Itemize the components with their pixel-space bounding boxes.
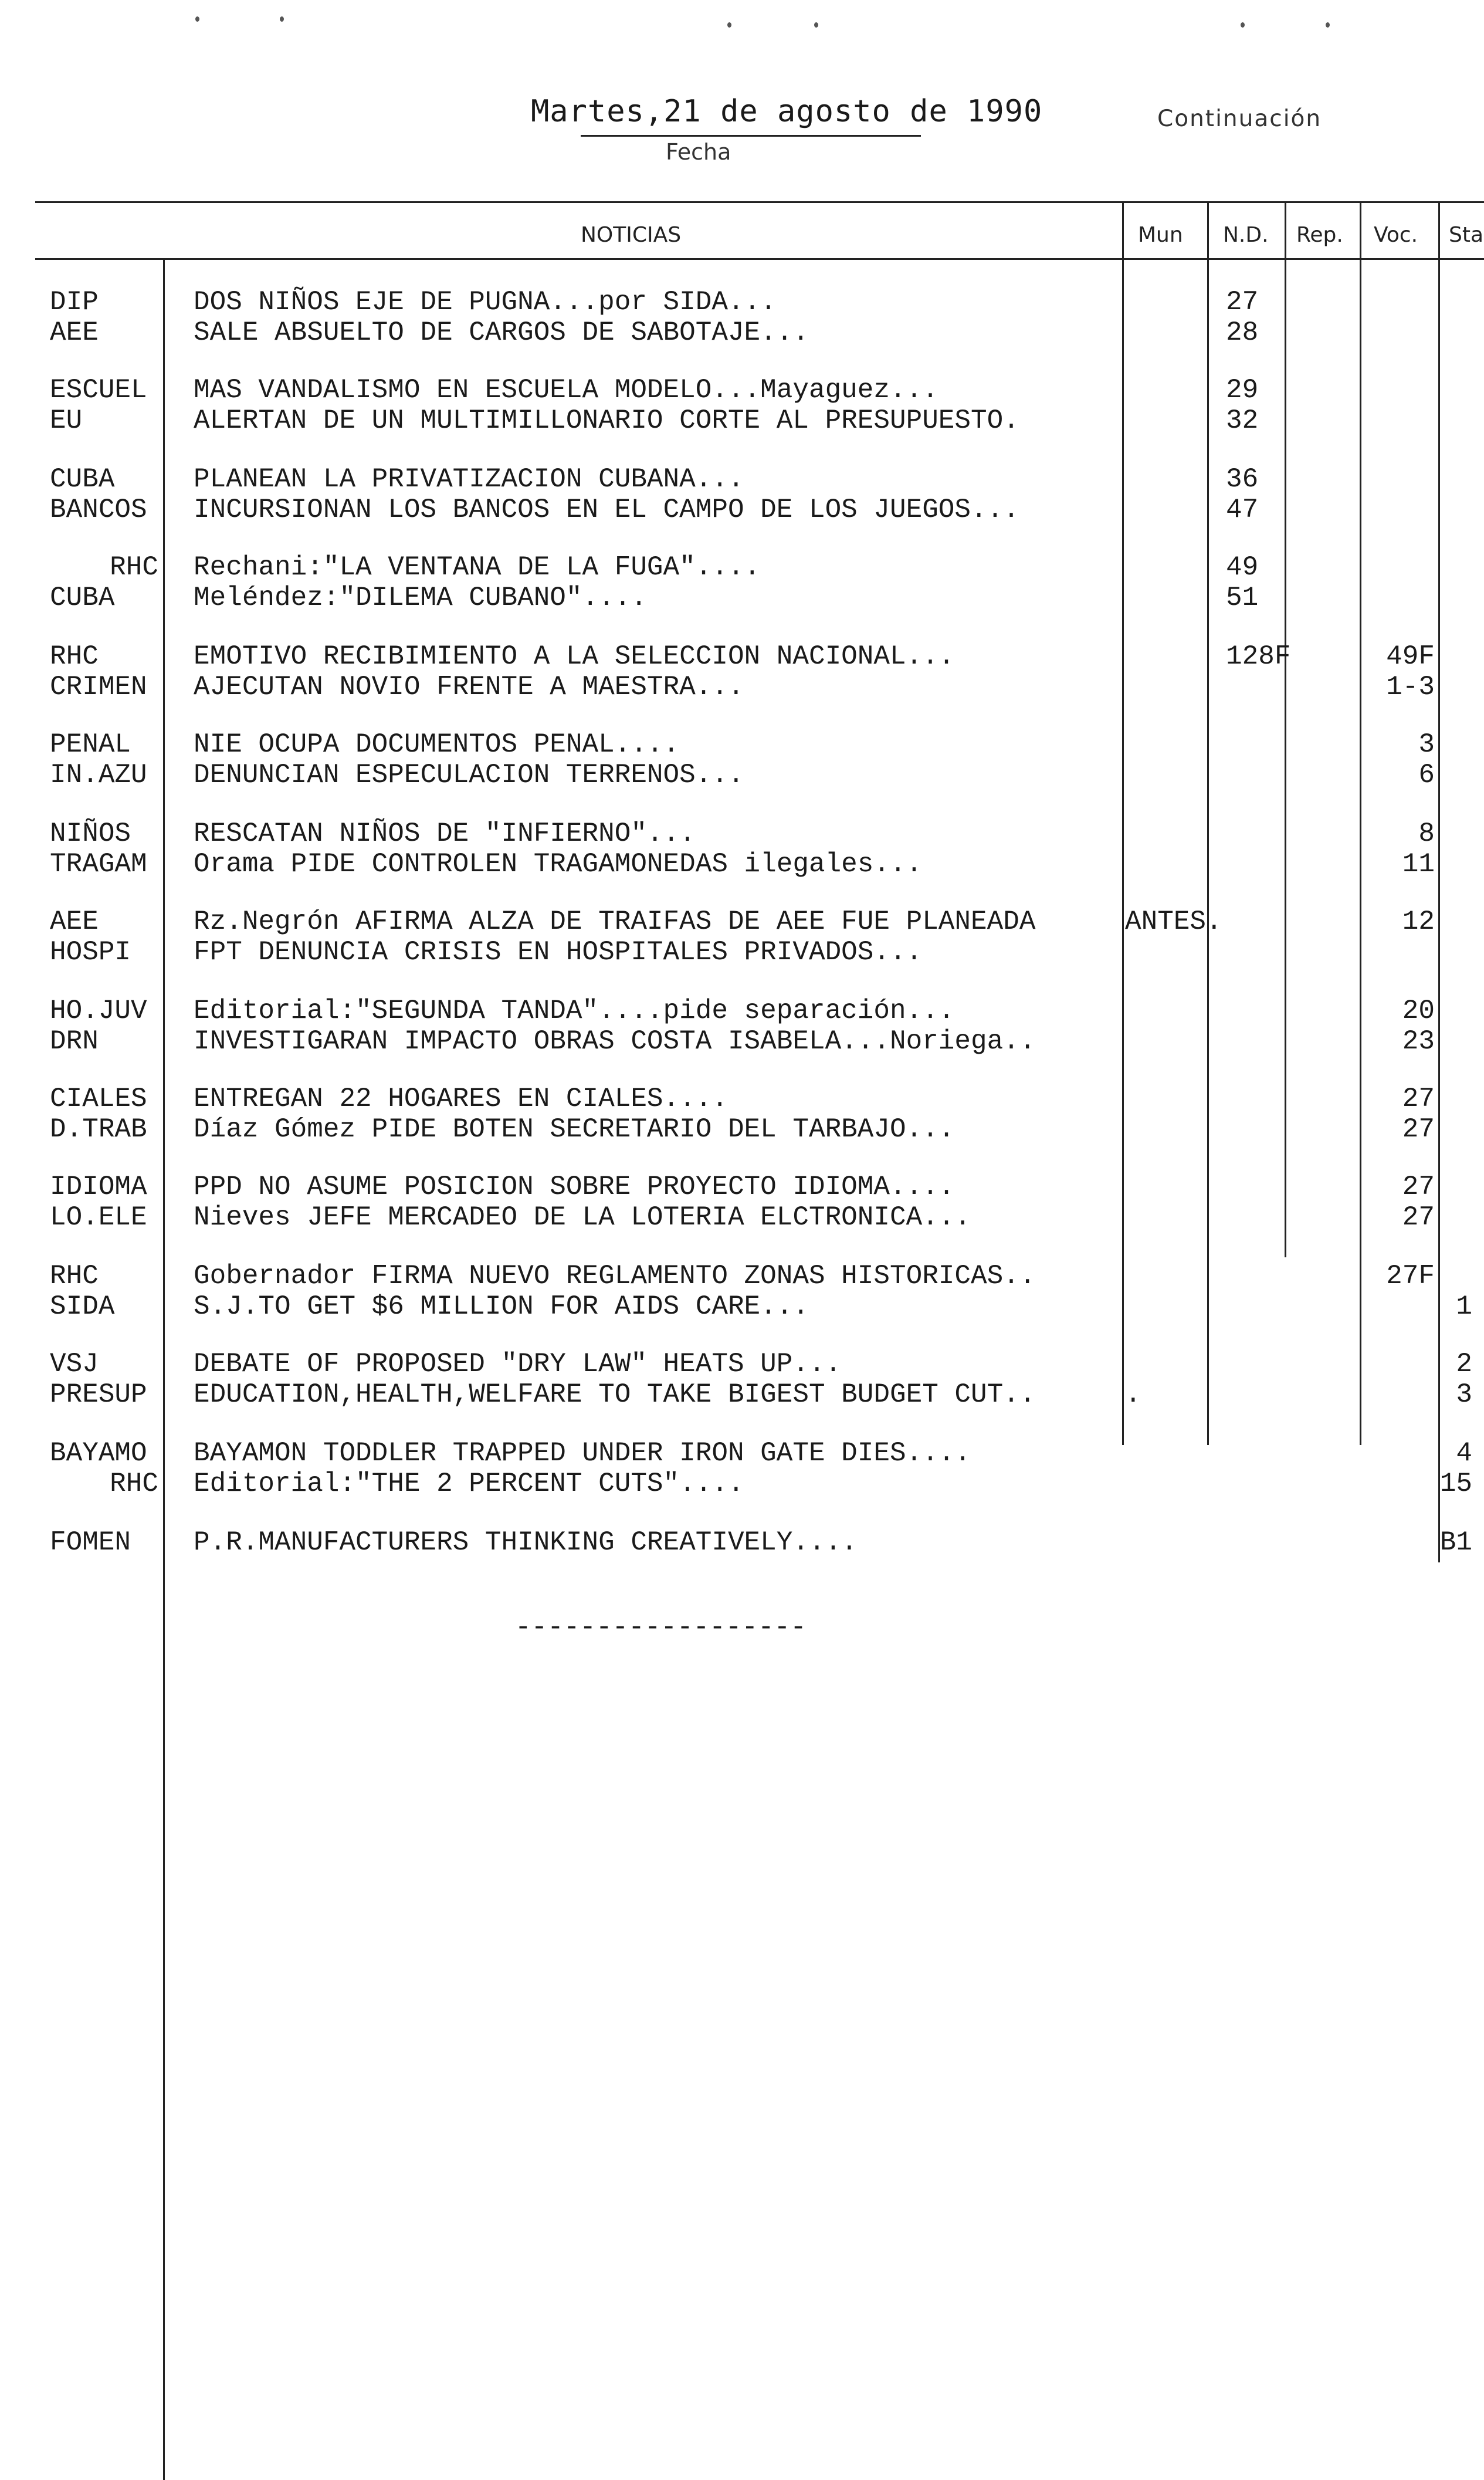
row-headline: Rechani:"LA VENTANA DE LA FUGA".... bbox=[194, 552, 761, 583]
row-voc-value: 27 bbox=[1402, 1202, 1435, 1233]
row-topic: FOMEN bbox=[50, 1527, 131, 1558]
row-headline: S.J.TO GET $6 MILLION FOR AIDS CARE... bbox=[194, 1291, 809, 1322]
row-sta-value: 15 bbox=[1439, 1469, 1472, 1499]
date-underline bbox=[581, 135, 921, 137]
scan-speck bbox=[280, 16, 284, 22]
column-divider-mun bbox=[1122, 201, 1124, 1445]
column-header-voc: Voc. bbox=[1374, 223, 1418, 247]
row-headline: INCURSIONAN LOS BANCOS EN EL CAMPO DE LOS JUEGOS... bbox=[194, 495, 1019, 525]
row-nd-value: 49 bbox=[1226, 552, 1259, 583]
column-divider-sta bbox=[1438, 201, 1440, 1562]
row-voc-value: 11 bbox=[1402, 849, 1435, 879]
row-topic: BAYAMO bbox=[50, 1438, 147, 1469]
row-topic: PRESUP bbox=[50, 1379, 147, 1410]
row-topic: RHC bbox=[50, 641, 99, 672]
row-topic: LO.ELE bbox=[50, 1202, 147, 1233]
row-headline: DEBATE OF PROPOSED "DRY LAW" HEATS UP... bbox=[194, 1349, 842, 1379]
row-topic: D.TRAB bbox=[50, 1114, 147, 1145]
row-voc-value: 20 bbox=[1402, 996, 1435, 1026]
column-divider-nd bbox=[1207, 201, 1209, 1445]
row-mun-value: . bbox=[1125, 1379, 1141, 1410]
row-voc-value: 12 bbox=[1402, 906, 1435, 937]
row-headline: MAS VANDALISMO EN ESCUELA MODELO...Mayaguez... bbox=[194, 375, 938, 405]
row-sta-value: 1 bbox=[1456, 1291, 1472, 1322]
row-nd-value: 51 bbox=[1226, 583, 1259, 613]
row-headline: DOS NIÑOS EJE DE PUGNA...por SIDA... bbox=[194, 287, 777, 317]
row-topic: CUBA bbox=[50, 464, 115, 495]
scan-speck bbox=[1326, 22, 1330, 28]
row-headline: SALE ABSUELTO DE CARGOS DE SABOTAJE... bbox=[194, 317, 809, 348]
row-voc-value: 6 bbox=[1418, 760, 1435, 790]
row-topic: PENAL bbox=[50, 729, 131, 760]
row-topic: RHC bbox=[110, 1469, 158, 1499]
row-headline: Editorial:"SEGUNDA TANDA"....pide separación... bbox=[194, 996, 955, 1026]
table-top-rule bbox=[35, 201, 1484, 203]
row-topic: VSJ bbox=[50, 1349, 99, 1379]
row-headline: ALERTAN DE UN MULTIMILLONARIO CORTE AL PRESUPUESTO. bbox=[194, 405, 1019, 436]
column-header-rep: Rep. bbox=[1296, 223, 1343, 247]
row-topic: RHC bbox=[50, 1261, 99, 1291]
column-divider-rep bbox=[1285, 201, 1286, 1257]
row-headline: AJECUTAN NOVIO FRENTE A MAESTRA... bbox=[194, 672, 744, 702]
row-voc-value: 23 bbox=[1402, 1026, 1435, 1057]
row-topic: SIDA bbox=[50, 1291, 115, 1322]
row-topic: ESCUEL bbox=[50, 375, 147, 405]
row-nd-value: 27 bbox=[1226, 287, 1259, 317]
row-headline: Rz.Negrón AFIRMA ALZA DE TRAIFAS DE AEE FUE PLANEADA bbox=[194, 906, 1036, 937]
row-headline: Orama PIDE CONTROLEN TRAGAMONEDAS ilegales... bbox=[194, 849, 923, 879]
row-topic: CUBA bbox=[50, 583, 115, 613]
row-topic: IDIOMA bbox=[50, 1172, 147, 1202]
continuation-label: Continuación bbox=[1157, 106, 1322, 132]
column-divider-voc bbox=[1360, 201, 1361, 1445]
row-sta-value: 4 bbox=[1456, 1438, 1472, 1469]
row-headline: NIE OCUPA DOCUMENTOS PENAL.... bbox=[194, 729, 680, 760]
row-voc-value: 8 bbox=[1418, 818, 1435, 849]
row-topic: DRN bbox=[50, 1026, 99, 1057]
row-voc-value: 49F bbox=[1386, 641, 1435, 672]
scan-speck bbox=[814, 22, 818, 28]
row-sta-value: 3 bbox=[1456, 1379, 1472, 1410]
row-headline: PLANEAN LA PRIVATIZACION CUBANA... bbox=[194, 464, 744, 495]
row-headline: ENTREGAN 22 HOGARES EN CIALES.... bbox=[194, 1084, 728, 1114]
row-nd-value: 128F bbox=[1226, 641, 1291, 672]
row-headline: INVESTIGARAN IMPACTO OBRAS COSTA ISABELA...Noriega.. bbox=[194, 1026, 1036, 1057]
row-headline: Gobernador FIRMA NUEVO REGLAMENTO ZONAS HISTORICAS.. bbox=[194, 1261, 1036, 1291]
row-headline: EMOTIVO RECIBIMIENTO A LA SELECCION NACIONAL... bbox=[194, 641, 955, 672]
row-sta-value: 2 bbox=[1456, 1349, 1472, 1379]
row-voc-value: 1-3 bbox=[1386, 672, 1435, 702]
row-headline: Nieves JEFE MERCADEO DE LA LOTERIA ELCTRONICA... bbox=[194, 1202, 971, 1233]
row-nd-value: 28 bbox=[1226, 317, 1259, 348]
column-header-noticias: NOTICIAS bbox=[581, 223, 682, 247]
row-voc-value: 3 bbox=[1418, 729, 1435, 760]
column-divider-topic bbox=[163, 258, 165, 2480]
row-topic: TRAGAM bbox=[50, 849, 147, 879]
row-nd-value: 47 bbox=[1226, 495, 1259, 525]
row-voc-value: 27 bbox=[1402, 1172, 1435, 1202]
row-headline: P.R.MANUFACTURERS THINKING CREATIVELY.... bbox=[194, 1527, 858, 1558]
row-nd-value: 36 bbox=[1226, 464, 1259, 495]
row-nd-value: 29 bbox=[1226, 375, 1259, 405]
row-voc-value: 27 bbox=[1402, 1084, 1435, 1114]
row-topic: EU bbox=[50, 405, 83, 436]
row-headline: RESCATAN NIÑOS DE "INFIERNO"... bbox=[194, 818, 696, 849]
row-topic: AEE bbox=[50, 906, 99, 937]
row-topic: DIP bbox=[50, 287, 99, 317]
column-header-sta: Sta bbox=[1449, 223, 1484, 247]
row-headline: Meléndez:"DILEMA CUBANO".... bbox=[194, 583, 647, 613]
date-caption: Fecha bbox=[666, 139, 731, 165]
row-topic: AEE bbox=[50, 317, 99, 348]
row-topic: RHC bbox=[110, 552, 158, 583]
column-header-nd: N.D. bbox=[1223, 223, 1269, 247]
table-header-rule bbox=[35, 258, 1484, 260]
scan-speck bbox=[727, 22, 731, 28]
row-sta-value: B1 bbox=[1439, 1527, 1472, 1558]
row-headline: Díaz Gómez PIDE BOTEN SECRETARIO DEL TARBAJO... bbox=[194, 1114, 955, 1145]
date-line: Martes,21 de agosto de 1990 bbox=[531, 94, 1043, 129]
row-topic: HO.JUV bbox=[50, 996, 147, 1026]
row-nd-value: 32 bbox=[1226, 405, 1259, 436]
row-topic: HOSPI bbox=[50, 937, 131, 967]
row-headline: BAYAMON TODDLER TRAPPED UNDER IRON GATE DIES.... bbox=[194, 1438, 971, 1469]
row-topic: NIÑOS bbox=[50, 818, 131, 849]
footer-dashes: ------------------ bbox=[515, 1612, 807, 1643]
row-headline: EDUCATION,HEALTH,WELFARE TO TAKE BIGEST BUDGET CUT.. bbox=[194, 1379, 1036, 1410]
row-headline: DENUNCIAN ESPECULACION TERRENOS... bbox=[194, 760, 744, 790]
row-headline: FPT DENUNCIA CRISIS EN HOSPITALES PRIVADOS... bbox=[194, 937, 923, 967]
row-topic: IN.AZU bbox=[50, 760, 147, 790]
row-topic: CIALES bbox=[50, 1084, 147, 1114]
row-topic: CRIMEN bbox=[50, 672, 147, 702]
row-voc-value: 27 bbox=[1402, 1114, 1435, 1145]
row-mun-value: ANTES. bbox=[1125, 906, 1222, 937]
row-headline: PPD NO ASUME POSICION SOBRE PROYECTO IDIOMA.... bbox=[194, 1172, 955, 1202]
column-header-mun: Mun bbox=[1138, 223, 1183, 247]
scan-speck bbox=[1241, 22, 1245, 28]
row-topic: BANCOS bbox=[50, 495, 147, 525]
row-voc-value: 27F bbox=[1386, 1261, 1435, 1291]
scan-speck bbox=[195, 16, 199, 22]
row-headline: Editorial:"THE 2 PERCENT CUTS".... bbox=[194, 1469, 744, 1499]
